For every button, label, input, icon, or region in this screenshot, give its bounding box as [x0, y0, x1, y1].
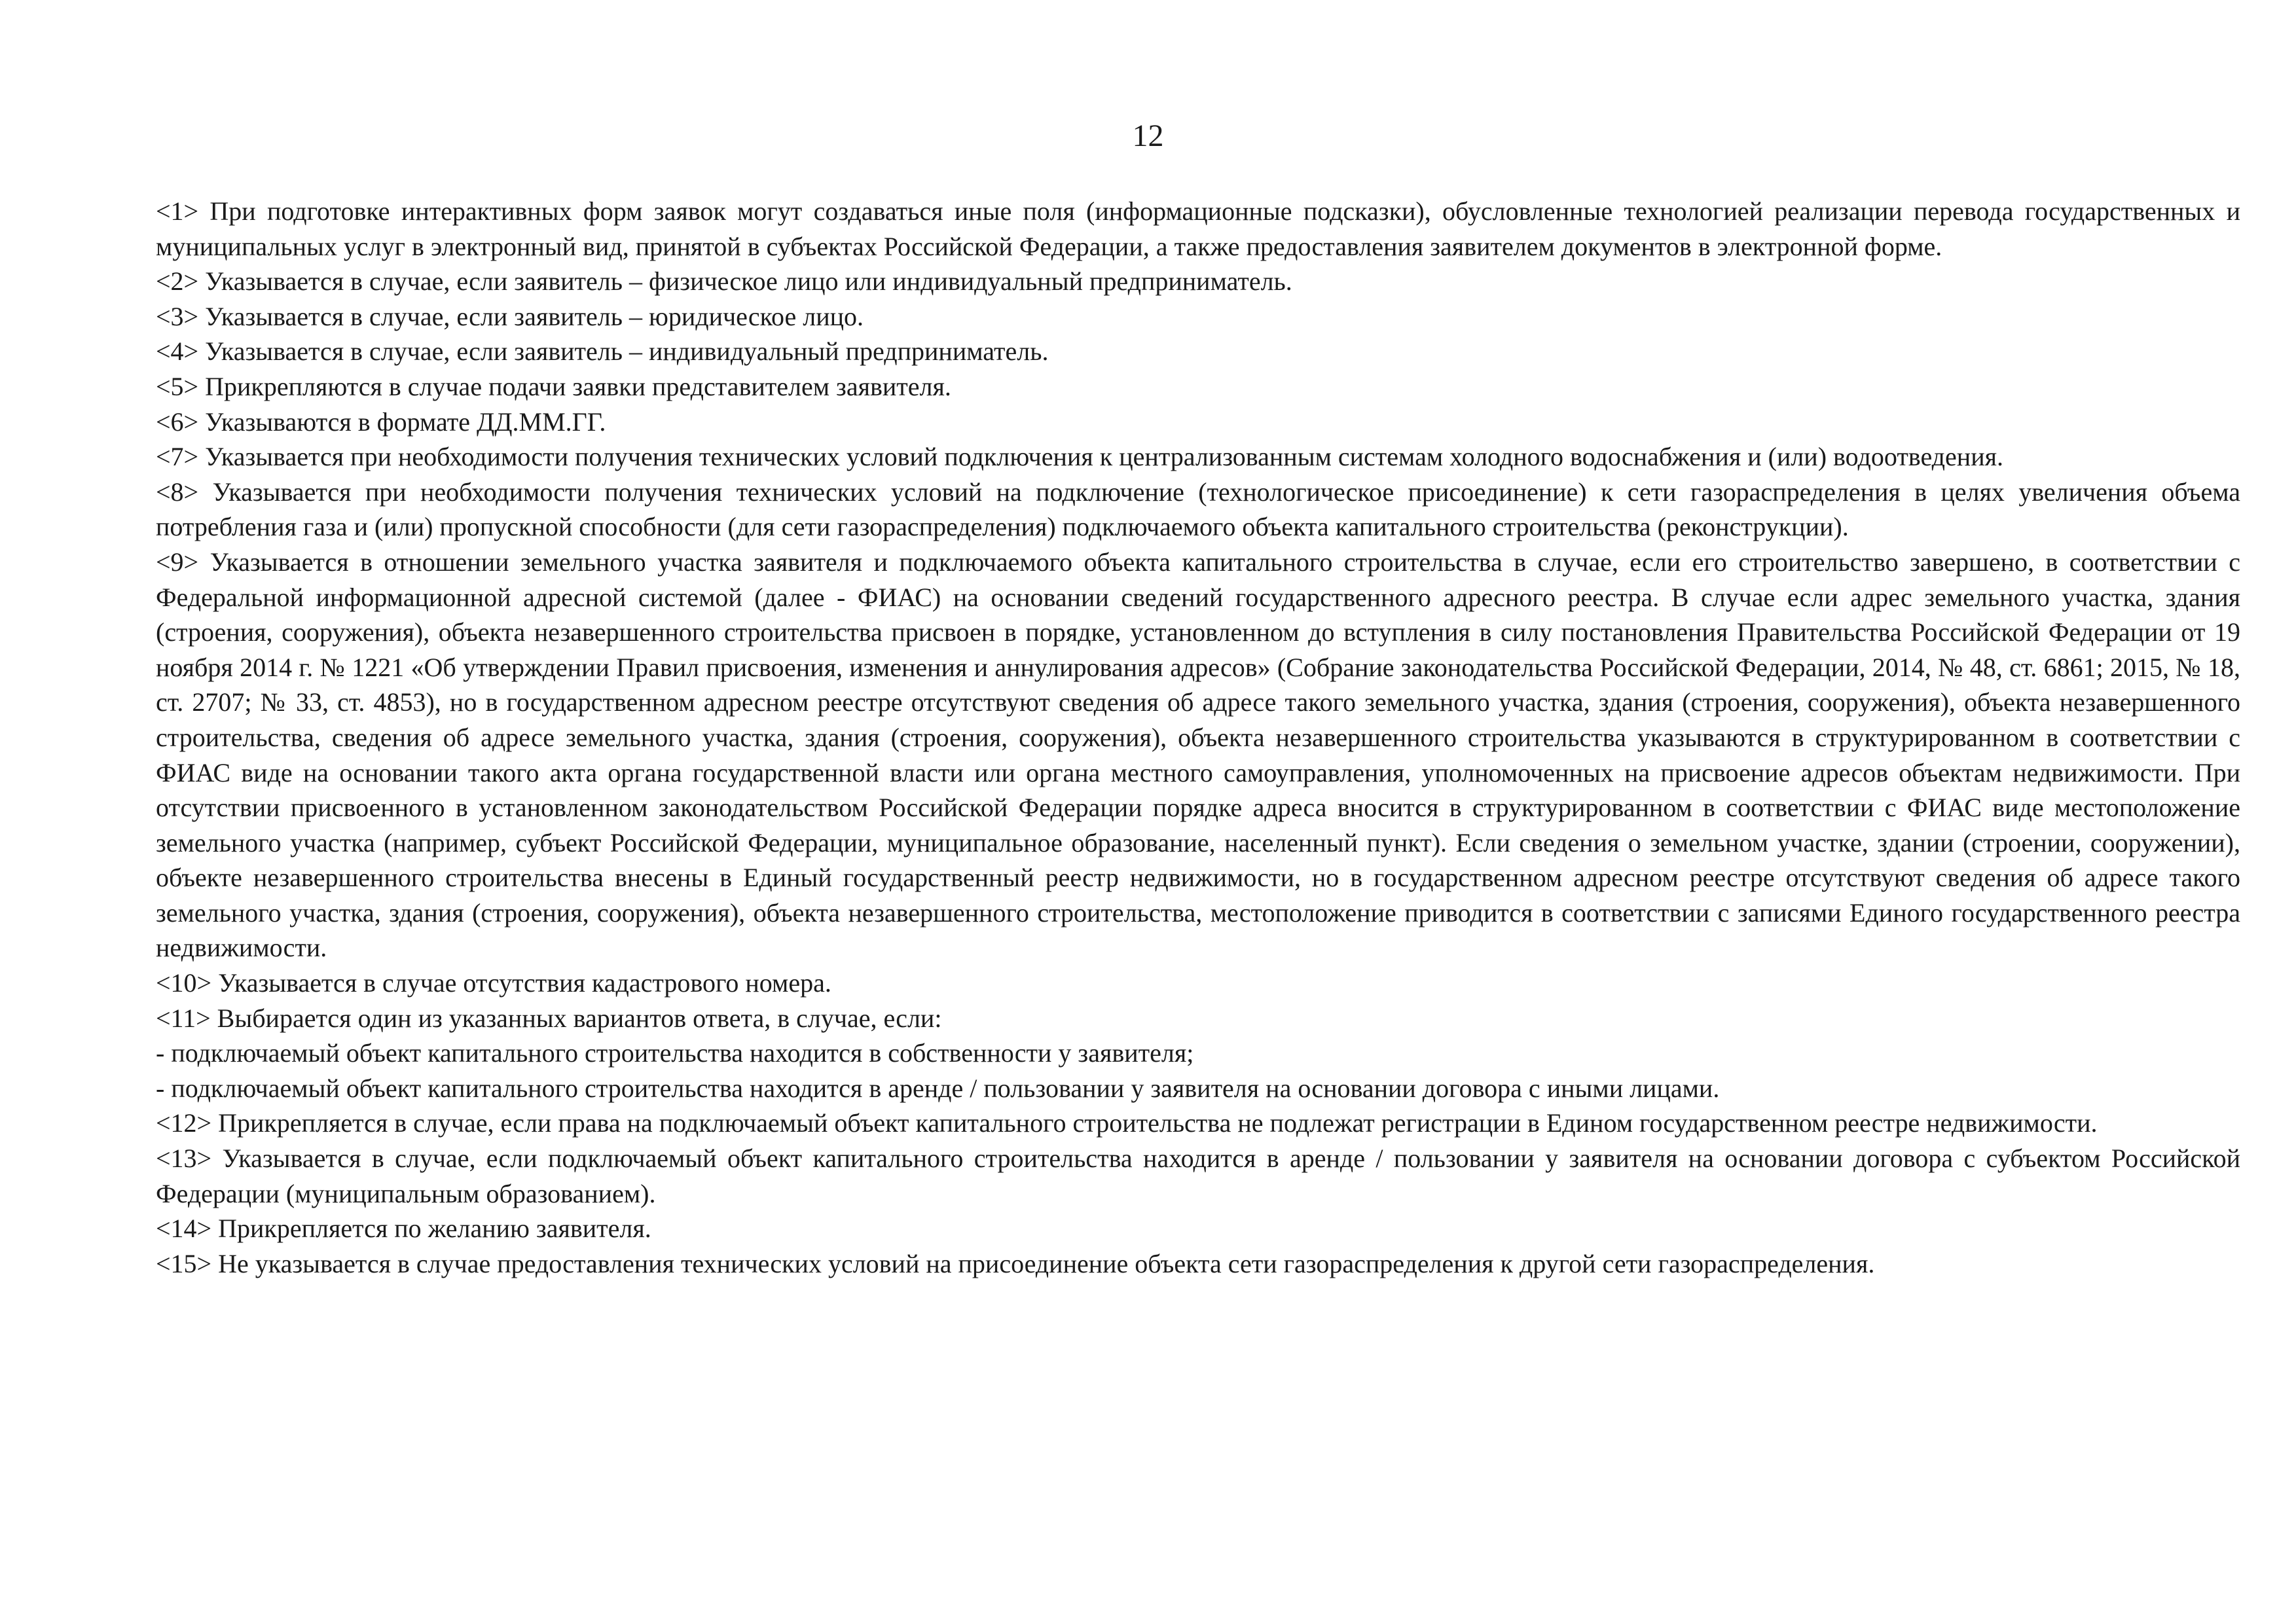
- footnote-11-option-lease: - подключаемый объект капитального строительства находится в аренде / пользовании у заявителя на основании договора с иными лицами.: [156, 1073, 1720, 1103]
- footnote-6: <6> Указываются в формате ДД.ММ.ГГ.: [156, 406, 606, 437]
- footnotes-block: [156, 194, 2240, 1281]
- footnote-7: <7> Указывается при необходимости получения технических условий подключения к централизованным системам холодного водоснабжения и (или) водоотведения.: [156, 442, 2003, 472]
- footnote-11-option-ownership: - подключаемый объект капитального строительства находится в собственности у заявителя;: [156, 1038, 1194, 1068]
- footnote-11: <11> Выбирается один из указанных вариантов ответа, в случае, если:: [156, 1003, 942, 1033]
- page-number: 12: [1132, 118, 1164, 153]
- footnote-2: <2> Указывается в случае, если заявитель – физическое лицо или индивидуальный предприниматель.: [156, 266, 1292, 297]
- footnote-5: <5> Прикрепляются в случае подачи заявки представителем заявителя.: [156, 371, 951, 401]
- footnote-13: <13> Указывается в случае, если подключаемый объект капитального строительства находится в аренде / пользовании у заявителя на основании договора с субъектом Российской Федерации (муниципальным образованием).: [156, 1144, 2240, 1208]
- footnote-1: <1> При подготовке интерактивных форм заявок могут создаваться иные поля (информационные подсказки), обусловленные технологией реализации перевода государственных и муниципальных услуг в электронный вид, принятой в субъектах Российской Федерации, а также предоставления заявителем документов в электронной форме.: [156, 196, 2240, 261]
- footnote-14: <14> Прикрепляется по желанию заявителя.: [156, 1214, 651, 1244]
- footnote-15: <15> Не указывается в случае предоставления технических условий на присоединение объекта сети газораспределения к другой сети газораспределения.: [156, 1248, 1875, 1278]
- footnote-4: <4> Указывается в случае, если заявитель – индивидуальный предприниматель.: [156, 336, 1049, 367]
- footnote-10: <10> Указывается в случае отсутствия кадастрового номера.: [156, 968, 831, 998]
- footnote-8: <8> Указывается при необходимости получения технических условий на подключение (технологическое присоединение) к сети газораспределения в целях увеличения объема потребления газа и (или) пропускной способности (для сети газораспределения) подключаемого объекта капитального строительства (реконструкции).: [156, 477, 2240, 542]
- footnote-12: <12> Прикрепляется в случае, если права на подключаемый объект капитального строительства не подлежат регистрации в Едином государственном реестре недвижимости.: [156, 1108, 2098, 1138]
- footnote-9: <9> Указывается в отношении земельного участка заявителя и подключаемого объекта капитального строительства в случае, если его строительство завершено, в соответствии с Федеральной информационной адресной системой (далее - ФИАС) на основании сведений государственного адресного реестра. В случае если адрес земельного участка, здания (строения, сооружения), объекта незавершенного строительства присвоен в порядке, установленном до вступления в силу постановления Правительства Российской Федерации от 19 ноября 2014 г. № 1221 «Об утверждении Правил присвоения, изменения и аннулирования адресов» (Собрание законодательства Российской Федерации, 2014, № 48, ст. 6861; 2015, № 18, ст. 2707; № 33, ст. 4853), но в государственном адресном реестре отсутствуют сведения об адресе такого земельного участка, здания (строения, сооружения), объекта незавершенного строительства, сведения об адресе земельного участка, здания (строения, сооружения), объекта незавершенного строительства указываются в структурированном в соответствии с ФИАС виде на основании такого акта органа государственной власти или органа местного самоуправления, уполномоченных на присвоение адресов объектам недвижимости. При отсутствии присвоенного в установленном законодательством Российской Федерации порядке адреса вносится в структурированном в соответствии с ФИАС виде местоположение земельного участка (например, субъект Российской Федерации, муниципальное образование, населенный пункт). Если сведения о земельном участке, здании (строении, сооружении), объекте незавершенного строительства внесены в Единый государственный реестр недвижимости, но в государственном адресном реестре отсутствуют сведения об адресе такого земельного участка, здания (строения, сооружения), объекта незавершенного строительства, местоположение приводится в соответствии с записями Единого государственного реестра недвижимости.: [156, 547, 2240, 963]
- footnote-3: <3> Указывается в случае, если заявитель – юридическое лицо.: [156, 301, 864, 331]
